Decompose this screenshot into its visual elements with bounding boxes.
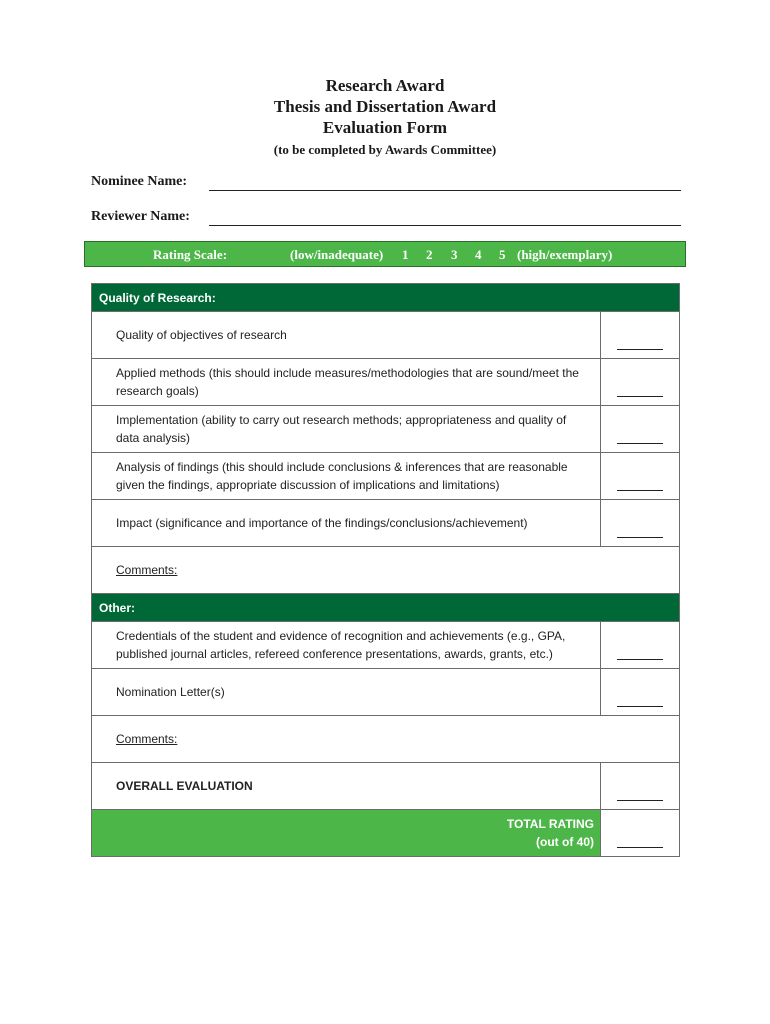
rating-scale-1: 1 (402, 247, 409, 262)
criterion-impact: Impact (significance and importance of the findings/conclusions/achievement) (92, 500, 601, 547)
table-row (92, 453, 680, 500)
overall-evaluation-row (92, 763, 680, 810)
other-section-title: Other: (92, 594, 680, 622)
table-row (92, 622, 680, 669)
total-rating-cell (92, 810, 601, 857)
score-cell[interactable] (601, 406, 680, 453)
rating-scale-label: Rating Scale: (153, 247, 228, 262)
quality-comments-row[interactable] (92, 547, 680, 594)
total-rating-label: TOTAL RATING (506, 817, 594, 831)
table-row (92, 312, 680, 359)
criterion-nomination-letter: Nomination Letter(s) (92, 669, 601, 716)
quality-comments[interactable] (92, 547, 680, 594)
title-line-2: Thesis and Dissertation Award (273, 97, 497, 116)
table-row (92, 359, 680, 406)
score-blank[interactable] (617, 349, 663, 350)
score-blank[interactable] (617, 537, 663, 538)
form-subtitle: (to be completed by Awards Committee) (273, 142, 497, 157)
rating-scale-2: 2 (426, 247, 433, 262)
rating-scale-3: 3 (451, 247, 458, 262)
rating-scale-high: (high/exemplary) (517, 247, 613, 262)
table-row (92, 500, 680, 547)
score-blank[interactable] (617, 659, 663, 660)
score-cell[interactable] (601, 669, 680, 716)
criterion-credentials: Credentials of the student and evidence of recognition and achievements (e.g., GPA, published journal articles, refereed conference presentations, awards, grants, etc.) (92, 622, 601, 669)
evaluation-table (91, 283, 680, 857)
quality-comments-label: Comments: (116, 563, 178, 577)
criterion-objectives: Quality of objectives of research (92, 312, 601, 359)
score-blank[interactable] (617, 847, 663, 848)
total-rating-row (92, 810, 680, 857)
rating-scale-4: 4 (475, 247, 482, 262)
reviewer-name-field[interactable] (91, 209, 681, 229)
other-comments-row[interactable] (92, 716, 680, 763)
rating-scale-bar (84, 241, 686, 267)
rating-scale-5: 5 (499, 247, 506, 262)
quality-section-title: Quality of Research: (92, 284, 680, 312)
score-cell[interactable] (601, 500, 680, 547)
rating-scale-low: (low/inadequate) (290, 247, 384, 262)
total-rating-max: (out of 40) (536, 835, 594, 849)
overall-evaluation-label: OVERALL EVALUATION (116, 779, 253, 793)
score-cell[interactable] (601, 622, 680, 669)
form-title (0, 75, 770, 159)
score-blank[interactable] (617, 706, 663, 707)
score-cell[interactable] (601, 763, 680, 810)
title-line-1: Research Award (325, 76, 445, 95)
score-cell[interactable] (601, 453, 680, 500)
overall-evaluation-cell (92, 763, 601, 810)
score-cell[interactable] (601, 359, 680, 406)
score-blank[interactable] (617, 800, 663, 801)
other-comments-label: Comments: (116, 732, 178, 746)
score-blank[interactable] (617, 490, 663, 491)
reviewer-name-line[interactable] (209, 225, 681, 226)
criterion-methods: Applied methods (this should include measures/methodologies that are sound/meet the research goals) (92, 359, 601, 406)
quality-section-header (92, 284, 680, 312)
nominee-name-field[interactable] (91, 174, 681, 194)
reviewer-name-label: Reviewer Name: (91, 209, 190, 224)
score-blank[interactable] (617, 443, 663, 444)
nominee-name-line[interactable] (209, 190, 681, 191)
other-comments[interactable] (92, 716, 680, 763)
criterion-analysis: Analysis of findings (this should include conclusions & inferences that are reasonable given the findings, appropriate discussion of implications and limitations) (92, 453, 601, 500)
table-row (92, 406, 680, 453)
nominee-name-label: Nominee Name: (91, 174, 188, 189)
total-score-cell[interactable] (601, 810, 680, 857)
other-section-header (92, 594, 680, 622)
table-row (92, 669, 680, 716)
criterion-implementation: Implementation (ability to carry out research methods; appropriateness and quality of data analysis) (92, 406, 601, 453)
score-cell[interactable] (601, 312, 680, 359)
title-line-3: Evaluation Form (322, 118, 448, 137)
score-blank[interactable] (617, 396, 663, 397)
